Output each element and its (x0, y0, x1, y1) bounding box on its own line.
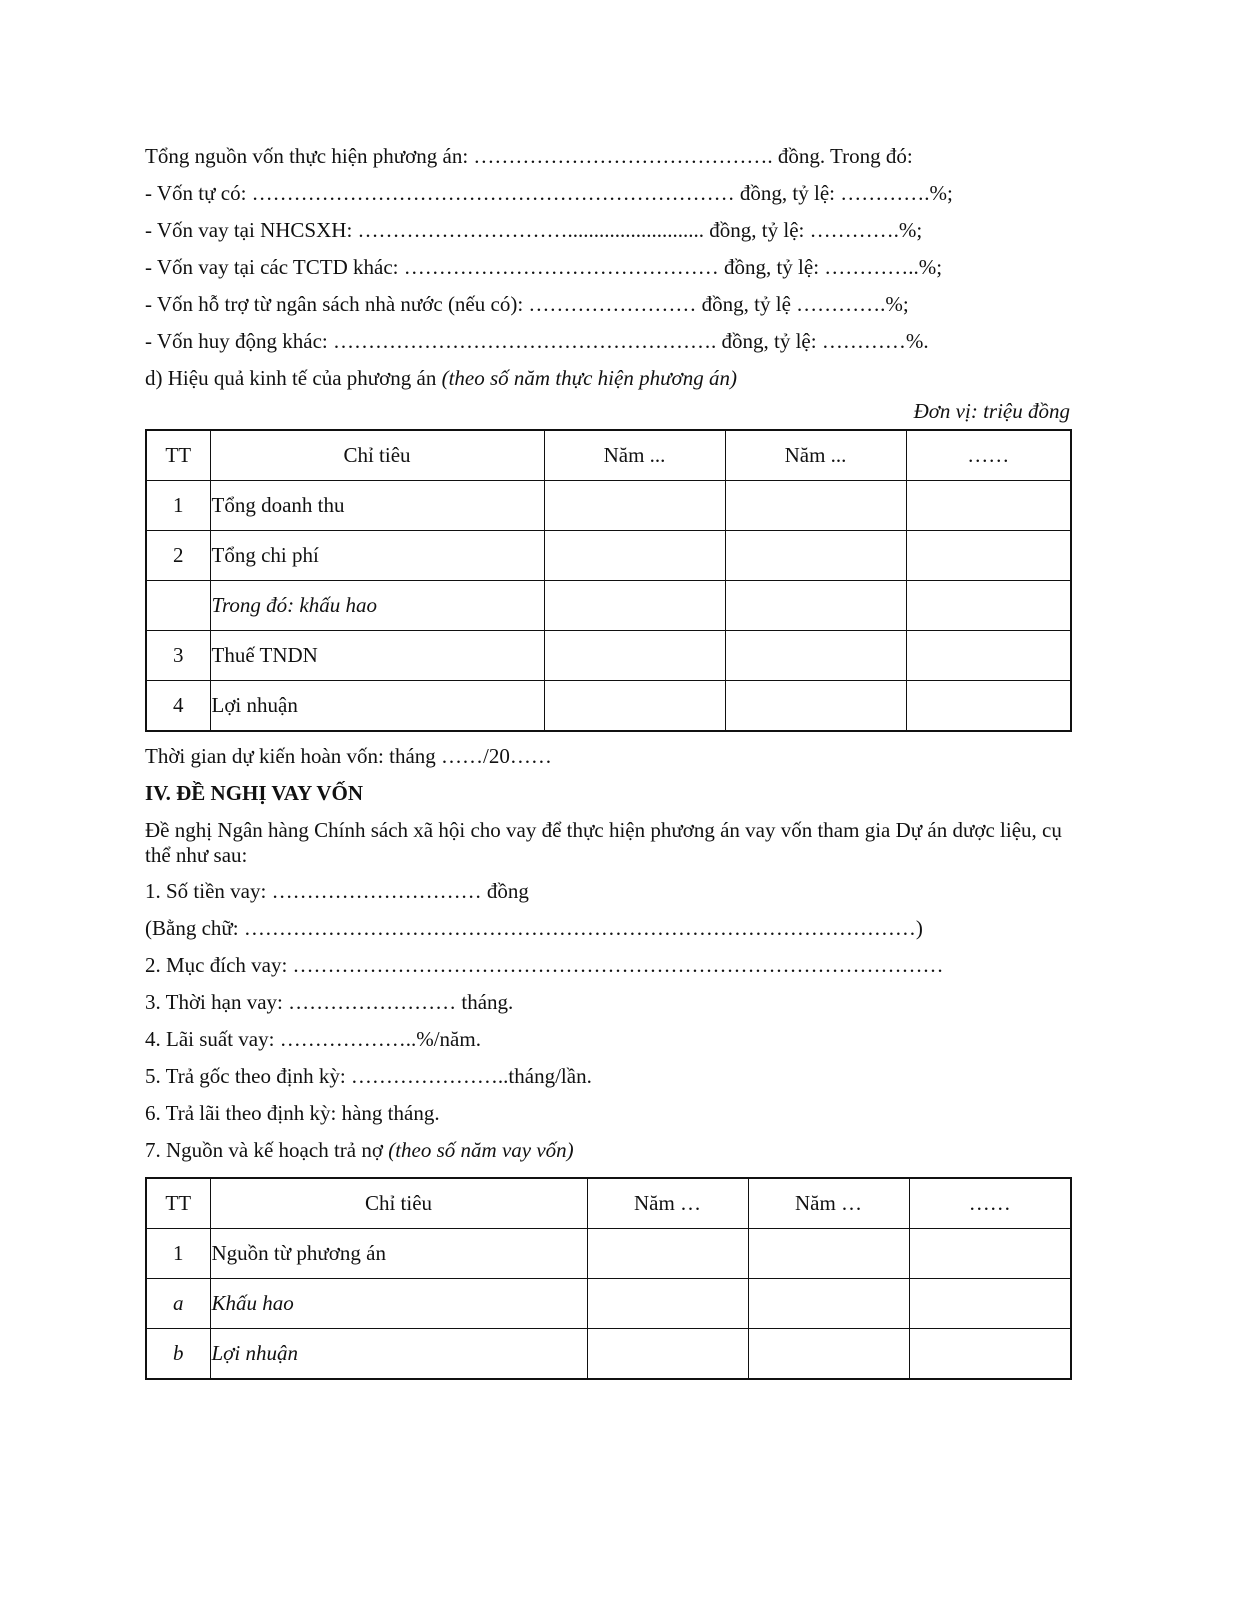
table-row (146, 481, 1071, 531)
table-row (146, 1229, 1071, 1279)
header-year-2: Năm ... (725, 430, 906, 481)
efficiency-table (145, 429, 1072, 732)
funding-item-other: - Vốn huy động khác: ………………………………………………. đồng, tỷ lệ: …………%. (145, 329, 929, 353)
repayment-table (145, 1177, 1072, 1380)
header-year-2: Năm … (748, 1178, 909, 1229)
payback-time: Thời gian dự kiến hoàn vốn: tháng ……/20…… (145, 744, 552, 768)
cell-input[interactable] (725, 481, 906, 531)
cell-input[interactable] (909, 1329, 1071, 1380)
efficiency-note: (theo số năm thực hiện phương án) (441, 366, 737, 390)
row-name: Tổng chi phí (210, 531, 544, 581)
cell-input[interactable] (909, 1279, 1071, 1329)
funding-total: Tổng nguồn vốn thực hiện phương án: ……………………………………. đồng. Trong đó: (145, 144, 913, 168)
row-name: Nguồn từ phương án (210, 1229, 587, 1279)
loan-amount: 1. Số tiền vay: ………………………… đồng (145, 879, 529, 903)
table-row (146, 681, 1071, 732)
row-name: Lợi nhuận (210, 1329, 587, 1380)
cell-input[interactable] (906, 631, 1071, 681)
repayment-plan-note: (theo số năm vay vốn) (388, 1138, 574, 1162)
table-row (146, 631, 1071, 681)
table-header-row (146, 1178, 1071, 1229)
cell-input[interactable] (544, 481, 725, 531)
cell-input[interactable] (909, 1229, 1071, 1279)
table-row (146, 581, 1071, 631)
loan-term: 3. Thời hạn vay: …………………… tháng. (145, 990, 514, 1014)
efficiency-heading (145, 362, 1070, 399)
cell-input[interactable] (748, 1229, 909, 1279)
efficiency-label: d) Hiệu quả kinh tế của phương án (145, 366, 442, 390)
cell-input[interactable] (725, 631, 906, 681)
cell-input[interactable] (748, 1329, 909, 1380)
header-year-1: Năm ... (544, 430, 725, 481)
cell-input[interactable] (544, 581, 725, 631)
table-row (146, 1279, 1071, 1329)
interest-repayment: 6. Trả lãi theo định kỳ: hàng tháng. (145, 1101, 440, 1125)
row-tt: a (146, 1279, 210, 1329)
row-name: Thuế TNDN (210, 631, 544, 681)
header-indicator: Chỉ tiêu (210, 1178, 587, 1229)
cell-input[interactable] (906, 681, 1071, 732)
table-header-row (146, 430, 1071, 481)
interest-rate: 4. Lãi suất vay: ………………..%/năm. (145, 1027, 481, 1051)
cell-input[interactable] (906, 581, 1071, 631)
funding-item-budget: - Vốn hỗ trợ từ ngân sách nhà nước (nếu có): …………………… đồng, tỷ lệ ………….%; (145, 292, 909, 316)
cell-input[interactable] (725, 531, 906, 581)
header-tt: TT (146, 1178, 210, 1229)
loan-purpose: 2. Mục đích vay: ………………………………………………………………………………… (145, 953, 944, 977)
table-row (146, 1329, 1071, 1380)
cell-input[interactable] (544, 631, 725, 681)
loan-amount-words: (Bằng chữ: ……………………………………………………………………………………) (145, 916, 923, 940)
row-tt: 1 (146, 481, 210, 531)
cell-input[interactable] (906, 531, 1071, 581)
cell-input[interactable] (587, 1279, 748, 1329)
row-name: Khấu hao (210, 1279, 587, 1329)
unit-label: Đơn vị: triệu đồng (913, 399, 1070, 423)
row-tt: 4 (146, 681, 210, 732)
table-row (146, 531, 1071, 581)
principal-repayment: 5. Trả gốc theo định kỳ: …………………..tháng/lần. (145, 1064, 592, 1088)
document-page (145, 140, 1070, 1380)
header-indicator: Chỉ tiêu (210, 430, 544, 481)
row-tt: b (146, 1329, 210, 1380)
section-intro: Đề nghị Ngân hàng Chính sách xã hội cho vay để thực hiện phương án vay vốn tham gia Dự án dược liệu, cụ thể như sau: (145, 818, 1062, 867)
cell-input[interactable] (725, 581, 906, 631)
cell-input[interactable] (544, 681, 725, 732)
header-more: …… (906, 430, 1071, 481)
cell-input[interactable] (587, 1329, 748, 1380)
row-tt: 2 (146, 531, 210, 581)
header-tt: TT (146, 430, 210, 481)
header-year-1: Năm … (587, 1178, 748, 1229)
row-tt (146, 581, 210, 631)
repayment-plan-label: 7. Nguồn và kế hoạch trả nợ (145, 1138, 389, 1162)
row-name: Lợi nhuận (210, 681, 544, 732)
cell-input[interactable] (544, 531, 725, 581)
header-more: …… (909, 1178, 1071, 1229)
repayment-plan-heading (145, 1134, 1070, 1171)
row-name: Trong đó: khấu hao (210, 581, 544, 631)
row-tt: 3 (146, 631, 210, 681)
section-heading: IV. ĐỀ NGHỊ VAY VỐN (145, 781, 364, 805)
funding-item-nhcsxh: - Vốn vay tại NHCSXH: ………………………….......................... đồng, tỷ lệ: ………….%; (145, 218, 923, 242)
row-name: Tổng doanh thu (210, 481, 544, 531)
cell-input[interactable] (748, 1279, 909, 1329)
cell-input[interactable] (587, 1229, 748, 1279)
funding-item-own: - Vốn tự có: …………………………………………………………… đồng, tỷ lệ: ………….%; (145, 181, 953, 205)
funding-item-tctd: - Vốn vay tại các TCTD khác: ……………………………………… đồng, tỷ lệ: …………..%; (145, 255, 943, 279)
row-tt: 1 (146, 1229, 210, 1279)
cell-input[interactable] (725, 681, 906, 732)
cell-input[interactable] (906, 481, 1071, 531)
